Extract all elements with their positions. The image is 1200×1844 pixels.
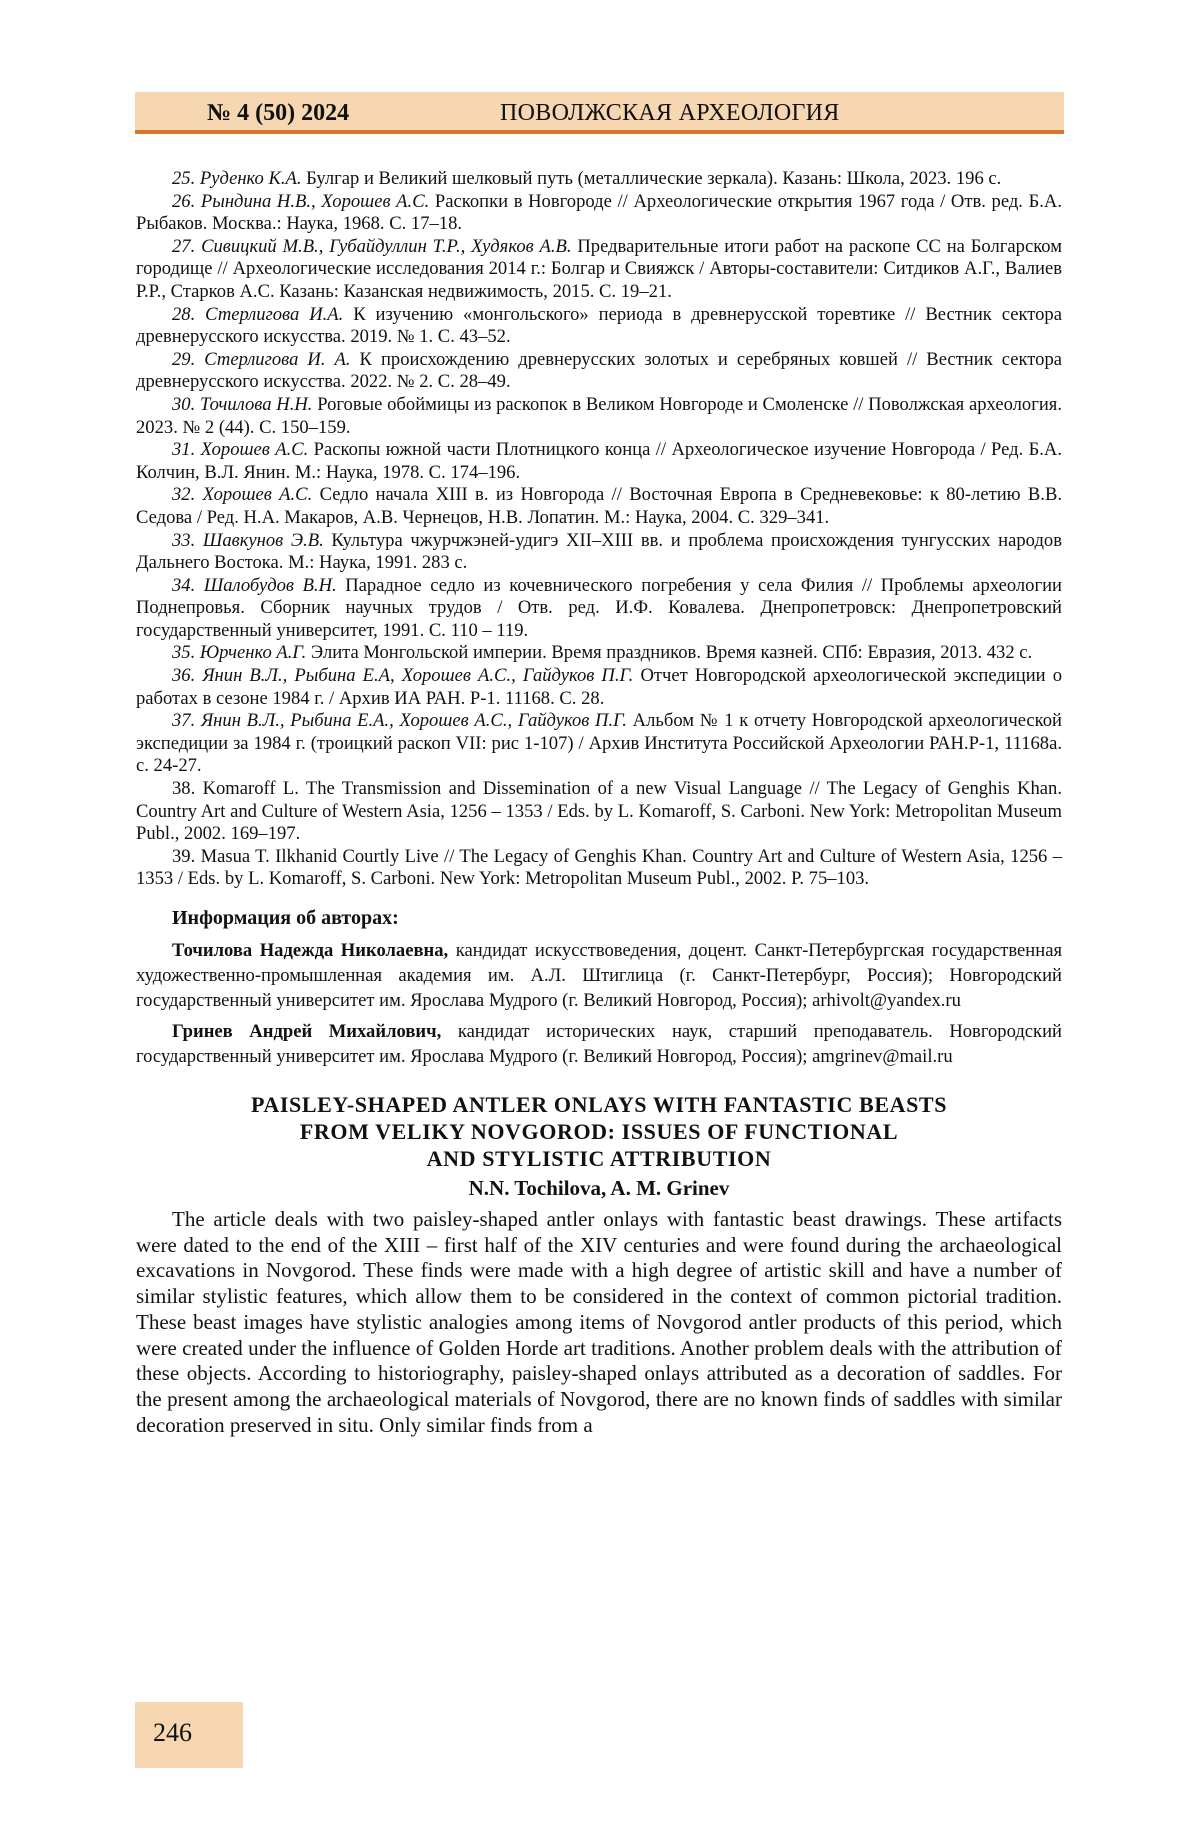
issue-number: № 4 (50) 2024 xyxy=(207,100,350,126)
reference-item: 37. Янин В.Л., Рыбина Е.А., Хорошев А.С., Гайдуков П.Г. Альбом № 1 к отчету Новгородской археологической экспедиции за 1984 г. (троицкий раскоп VII: рис 1-107) / Архив Института Российской Археологии РАН.Р-1, 11168а. с. 24-27. xyxy=(136,710,1062,777)
english-authors: N.N. Tochilova, A. M. Grinev xyxy=(468,1176,730,1200)
reference-item: 25. Руденко К.А. Булгар и Великий шелковый путь (металлические зеркала). Казань: Школа, 2023. 196 с. xyxy=(172,168,1002,189)
title-line: PAISLEY-SHAPED ANTLER ONLAYS WITH FANTASTIC BEASTS xyxy=(250,1092,948,1117)
reference-item: 39. Masua T. Ilkhanid Courtly Live // The Legacy of Genghis Khan. Country Art and Culture of Western Asia, 1256 – 1353 / Eds. by L. Komaroff, S. Carboni. New York: Metropolitan Museum Publ., 2002. P. 75–103. xyxy=(136,845,1062,890)
reference-item: 38. Komaroff L. The Transmission and Dissemination of a new Visual Language // The Legacy of Genghis Khan. Country Art and Culture of Western Asia, 1256 – 1353 / Eds. by L. Komaroff, S. Carboni. New York: Metropolitan Museum Publ., 2002. 169–197. xyxy=(136,778,1062,845)
authors-info-heading: Информация об авторах: xyxy=(172,907,399,929)
title-line: AND STYLISTIC ATTRIBUTION xyxy=(426,1146,772,1171)
author-bio: Точилова Надежда Николаевна, кандидат искусствоведения, доцент. Санкт-Петербургская государственная художественно-промышленная академия им. А.Л. Штиглица (г. Санкт-Петербург, Россия); Новгородский государственный университет им. Ярослава Мудрого (г. Великий Новгород, Россия); arhivolt@yandex.ru xyxy=(136,940,1062,1011)
english-title xyxy=(136,1091,1062,1172)
reference-item: 34. Шалобудов В.Н. Парадное седло из кочевнического погребения у села Филия // Проблемы археологии Поднепровья. Сборник научных трудов / Отв. ред. И.Ф. Ковалева. Днепропетровск: Днепропетровский государственный университет, 1991. С. 110 – 119. xyxy=(136,574,1062,641)
reference-item: 33. Шавкунов Э.В. Культура чжурчжэней-удигэ XII–XIII вв. и проблема происхождения тунгусских народов Дальнего Востока. М.: Наука, 1991. 283 с. xyxy=(136,529,1062,574)
title-line: FROM VELIKY NOVGOROD: ISSUES OF FUNCTIONAL xyxy=(299,1119,899,1144)
page-number: 246 xyxy=(153,1718,192,1747)
journal-title: ПОВОЛЖСКАЯ АРХЕОЛОГИЯ xyxy=(500,100,840,126)
author-bio: Гринев Андрей Михайлович, кандидат исторических наук, старший преподаватель. Новгородский государственный университет им. Ярослава Мудрого (г. Великий Новгород, Россия); amgrinev@mail.ru xyxy=(136,1021,1062,1067)
reference-item: 26. Рындина Н.В., Хорошев А.С. Раскопки в Новгороде // Археологические открытия 1967 года / Отв. ред. Б.А. Рыбаков. Москва.: Наука, 1968. С. 17–18. xyxy=(136,190,1062,235)
reference-item: 28. Стерлигова И.А. К изучению «монгольского» периода в древнерусской торевтике // Вестник сектора древнерусского искусства. 2019. № 1. С. 43–52. xyxy=(136,303,1062,348)
page-content xyxy=(136,168,1062,1438)
page-number-box xyxy=(135,1702,243,1768)
reference-item: 36. Янин В.Л., Рыбина Е.А, Хорошев А.С., Гайдуков П.Г. Отчет Новгородской археологической экспедиции о работах в сезоне 1984 г. / Архив ИА РАН. Р-1. 11168. С. 28. xyxy=(136,665,1063,709)
reference-item: 27. Сивицкий М.В., Губайдуллин Т.Р., Худяков А.В. Предварительные итоги работ на раскопе СС на Болгарском городище // Археологические исследования 2014 г.: Болгар и Свияжск / Авторы-составители: Ситдиков А.Г., Валиев Р.Р., Старков А.С. Казань: Казанская недвижимость, 2015. С. 19–21. xyxy=(136,235,1062,302)
english-abstract: The article deals with two paisley-shaped antler onlays with fantastic beast drawings. These artifacts were dated to the end of the XIII – first half of the XIV centuries and were found during the archaeological excavations in Novgorod. These finds were made with a high degree of artistic skill and have a number of similar stylistic features, which allow them to be considered in the context of common pictorial tradition. These beast images have stylistic analogies among items of Novgorod antler products of this period, which were created under the influence of Golden Horde art traditions. Another problem deals with the attribution of these objects. According to historiography, paisley-shaped onlays attributed as a decoration of saddles. For the present among the archaeological materials of Novgorod, there are no known finds of saddles with similar decoration preserved in situ. Only similar finds from a xyxy=(136,1207,1062,1437)
reference-item: 31. Хорошев А.С. Раскопы южной части Плотницкого конца // Археологическое изучение Новгорода / Ред. Б.А. Колчин, В.Л. Янин. М.: Наука, 1978. С. 174–196. xyxy=(136,439,1062,483)
reference-item: 35. Юрченко А.Г. Элита Монгольской империи. Время праздников. Время казней. СПб: Евразия, 2013. 432 с. xyxy=(172,642,1033,664)
reference-item: 30. Точилова Н.Н. Роговые обоймицы из раскопок в Великом Новгороде и Смоленске // Поволжская археология. 2023. № 2 (44). С. 150–159. xyxy=(136,393,1063,438)
reference-item: 29. Стерлигова И. А. К происхождению древнерусских золотых и серебряных ковшей // Вестник сектора древнерусского искусства. 2022. № 2. С. 28–49. xyxy=(136,348,1062,393)
running-header xyxy=(135,92,1064,134)
reference-item: 32. Хорошев А.С. Седло начала XIII в. из Новгорода // Восточная Европа в Средневековье: к 80-летию В.В. Седова / Ред. Н.А. Макаров, А.В. Чернецов, Н.В. Лопатин. М.: Наука, 2004. С. 329–341. xyxy=(136,484,1062,528)
reference-list xyxy=(136,168,1062,891)
